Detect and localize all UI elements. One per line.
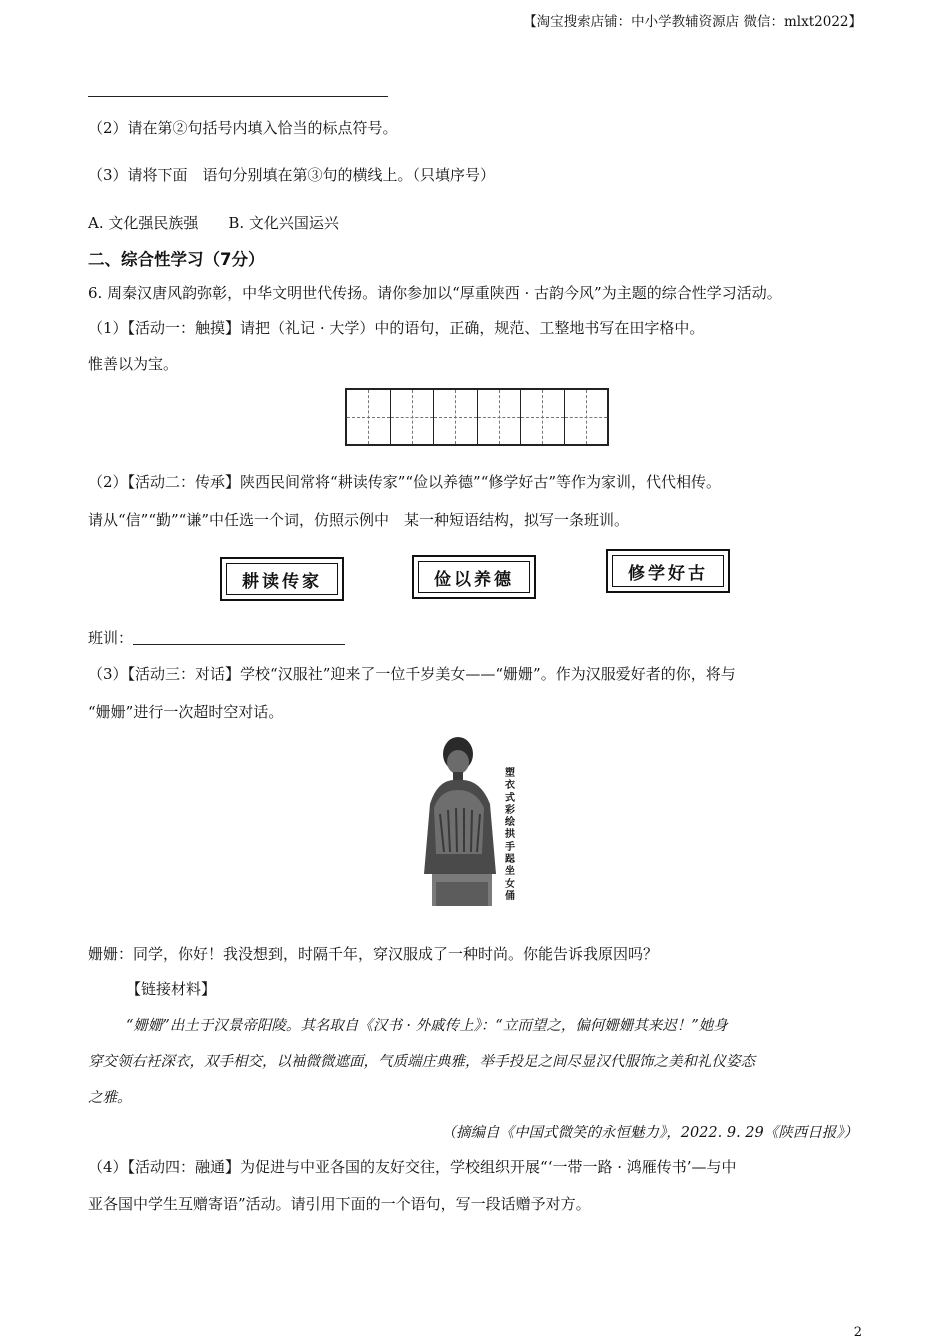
source-citation: （摘编自《中国式微笑的永恒魅力》，2022. 9. 29《陕西日报》） <box>441 1125 858 1141</box>
question-3: （3）请将下面 语句分别填在第③句的横线上。（只填序号） <box>88 166 496 184</box>
activity-1: （1）【活动一：触摸】请把（礼记 · 大学）中的语句，正确，规范、工整地书写在田字格中。 <box>88 319 705 337</box>
grid-cell[interactable] <box>347 390 390 444</box>
activity-3-line-2: “姗姗”进行一次超时空对话。 <box>88 703 284 721</box>
activity-1-sentence: 惟善以为宝。 <box>88 355 179 373</box>
link-material-line-2: 穿交领右衽深衣，双手相交，以袖微微遮面，气质端庄典雅，举手投足之间尽显汉代服饰之美和礼仪姿态 <box>88 1054 755 1070</box>
banxun-answer-line[interactable] <box>133 630 345 645</box>
link-material-line-1: “姗姗”出土于汉景帝阳陵。其名取自《汉书 · 外戚传上》：“立而望之，偏何姗姗其来迟！”她身 <box>126 1018 728 1034</box>
link-material-line-3: 之雅。 <box>88 1090 132 1106</box>
figurine-caption: 塑衣式彩绘拱手跽坐女俑 <box>505 768 515 902</box>
plaque-3 <box>606 549 730 593</box>
section-title: 二、综合性学习（7分） <box>88 250 265 269</box>
plaque-2 <box>412 555 536 599</box>
grid-cell[interactable] <box>390 390 434 444</box>
plaque-text: 俭以养德 <box>434 569 514 590</box>
banxun-label: 班训： <box>88 629 134 647</box>
grid-cell[interactable] <box>520 390 564 444</box>
plaque-text: 修学好古 <box>628 563 708 584</box>
grid-cell[interactable] <box>433 390 477 444</box>
plaque-1 <box>220 557 344 601</box>
options: A. 文化强民族强 B. 文化兴国运兴 <box>88 214 339 232</box>
page-number: 2 <box>853 1325 862 1340</box>
question-6-intro: 6. 周秦汉唐风韵弥彰，中华文明世代传扬。请你参加以“厚重陕西 · 古韵今风”为主题的综合性学习活动。 <box>88 284 782 302</box>
activity-4-line-1: （4）【活动四：融通】为促进与中亚各国的友好交往，学校组织开展“‘一带一路 · 鸿雁传书’—与中 <box>88 1158 737 1176</box>
shanshan-question: 姗姗：同学，你好！我没想到，时隔千年，穿汉服成了一种时尚。你能告诉我原因吗？ <box>88 945 659 963</box>
link-material-title: 【链接材料】 <box>126 980 217 998</box>
page-header: 【淘宝搜索店铺：中小学教辅资源店 微信：mlxt2022】 <box>523 14 862 30</box>
answer-line <box>88 96 388 97</box>
grid-cell[interactable] <box>564 390 608 444</box>
tianzige-grid[interactable] <box>345 388 609 446</box>
banxun-row <box>88 627 345 648</box>
activity-2-line-2: 请从“信”“勤”“谦”中任选一个词，仿照示例中 某一种短语结构，拟写一条班训。 <box>88 511 630 529</box>
activity-3-line-1: （3）【活动三：对话】学校“汉服社”迎来了一位千岁美女——“姗姗”。作为汉服爱好者的你，将与 <box>88 665 736 683</box>
grid-cell[interactable] <box>477 390 521 444</box>
question-2: （2）请在第②句括号内填入恰当的标点符号。 <box>88 119 398 137</box>
activity-2-line-1: （2）【活动二：传承】陕西民间常将“耕读传家”“俭以养德”“修学好古”等作为家训，代代相传。 <box>88 473 722 491</box>
plaque-text: 耕读传家 <box>242 571 322 592</box>
activity-4-line-2: 亚各国中学生互赠寄语”活动。请引用下面的一个语句，写一段话赠予对方。 <box>88 1195 591 1213</box>
